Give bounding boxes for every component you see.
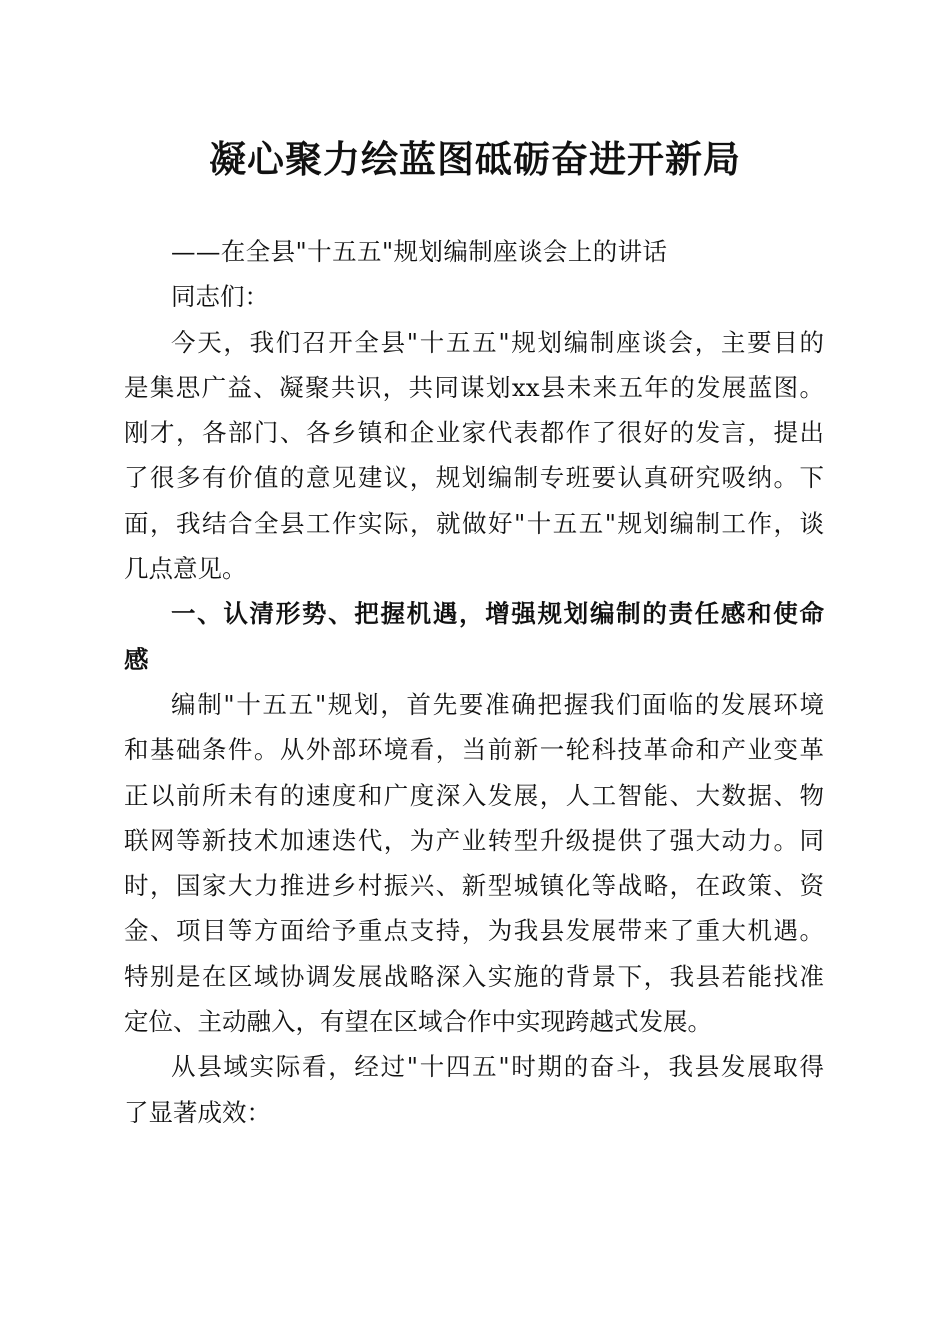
paragraph-line: 联网等新技术加速迭代，为产业转型升级提供了强大动力。同	[124, 825, 824, 855]
heading-line: 感	[124, 644, 149, 674]
paragraph-line: 几点意见。	[124, 554, 247, 584]
paragraph-line: 今天，我们召开全县"十五五"规划编制座谈会，主要目的	[171, 327, 824, 357]
paragraph-line: 了显著成效：	[124, 1097, 271, 1127]
paragraph-line: 金、项目等方面给予重点支持，为我县发展带来了重大机遇。	[124, 916, 824, 946]
paragraph-county	[124, 1044, 824, 1135]
subtitle: ——在全县"十五五"规划编制座谈会上的讲话	[171, 237, 668, 266]
paragraph-line: 是集思广益、凝聚共识，共同谋划xx县未来五年的发展蓝图。	[124, 372, 824, 402]
paragraph-line: 和基础条件。从外部环境看，当前新一轮科技革命和产业变革	[124, 735, 824, 765]
paragraph-line: 定位、主动融入，有望在区域合作中实现跨越式发展。	[124, 1007, 712, 1037]
document-title: 凝心聚力绘蓝图砥砺奋进开新局	[209, 137, 741, 181]
paragraph-line: 时，国家大力推进乡村振兴、新型城镇化等战略，在政策、资	[124, 871, 824, 901]
paragraph-line: 面，我结合全县工作实际，就做好"十五五"规划编制工作，谈	[124, 508, 824, 538]
paragraph-line: 编制"十五五"规划，首先要准确把握我们面临的发展环境	[171, 689, 824, 719]
paragraph-line: 特别是在区域协调发展战略深入实施的背景下，我县若能找准	[124, 961, 824, 991]
document-body	[124, 229, 824, 1135]
section-heading-1	[124, 591, 824, 682]
paragraph-line: 从县域实际看，经过"十四五"时期的奋斗，我县发展取得	[171, 1052, 824, 1082]
paragraph-line: 刚才，各部门、各乡镇和企业家代表都作了很好的发言，提出	[124, 418, 824, 448]
heading-line: 一、认清形势、把握机遇，增强规划编制的责任感和使命	[171, 599, 824, 629]
paragraph-line: 正以前所未有的速度和广度深入发展，人工智能、大数据、物	[124, 780, 824, 810]
salutation: 同志们：	[171, 282, 269, 312]
paragraph-line: 了很多有价值的意见建议，规划编制专班要认真研究吸纳。下	[124, 463, 824, 493]
paragraph-opening	[124, 320, 824, 592]
paragraph-environment	[124, 682, 824, 1044]
